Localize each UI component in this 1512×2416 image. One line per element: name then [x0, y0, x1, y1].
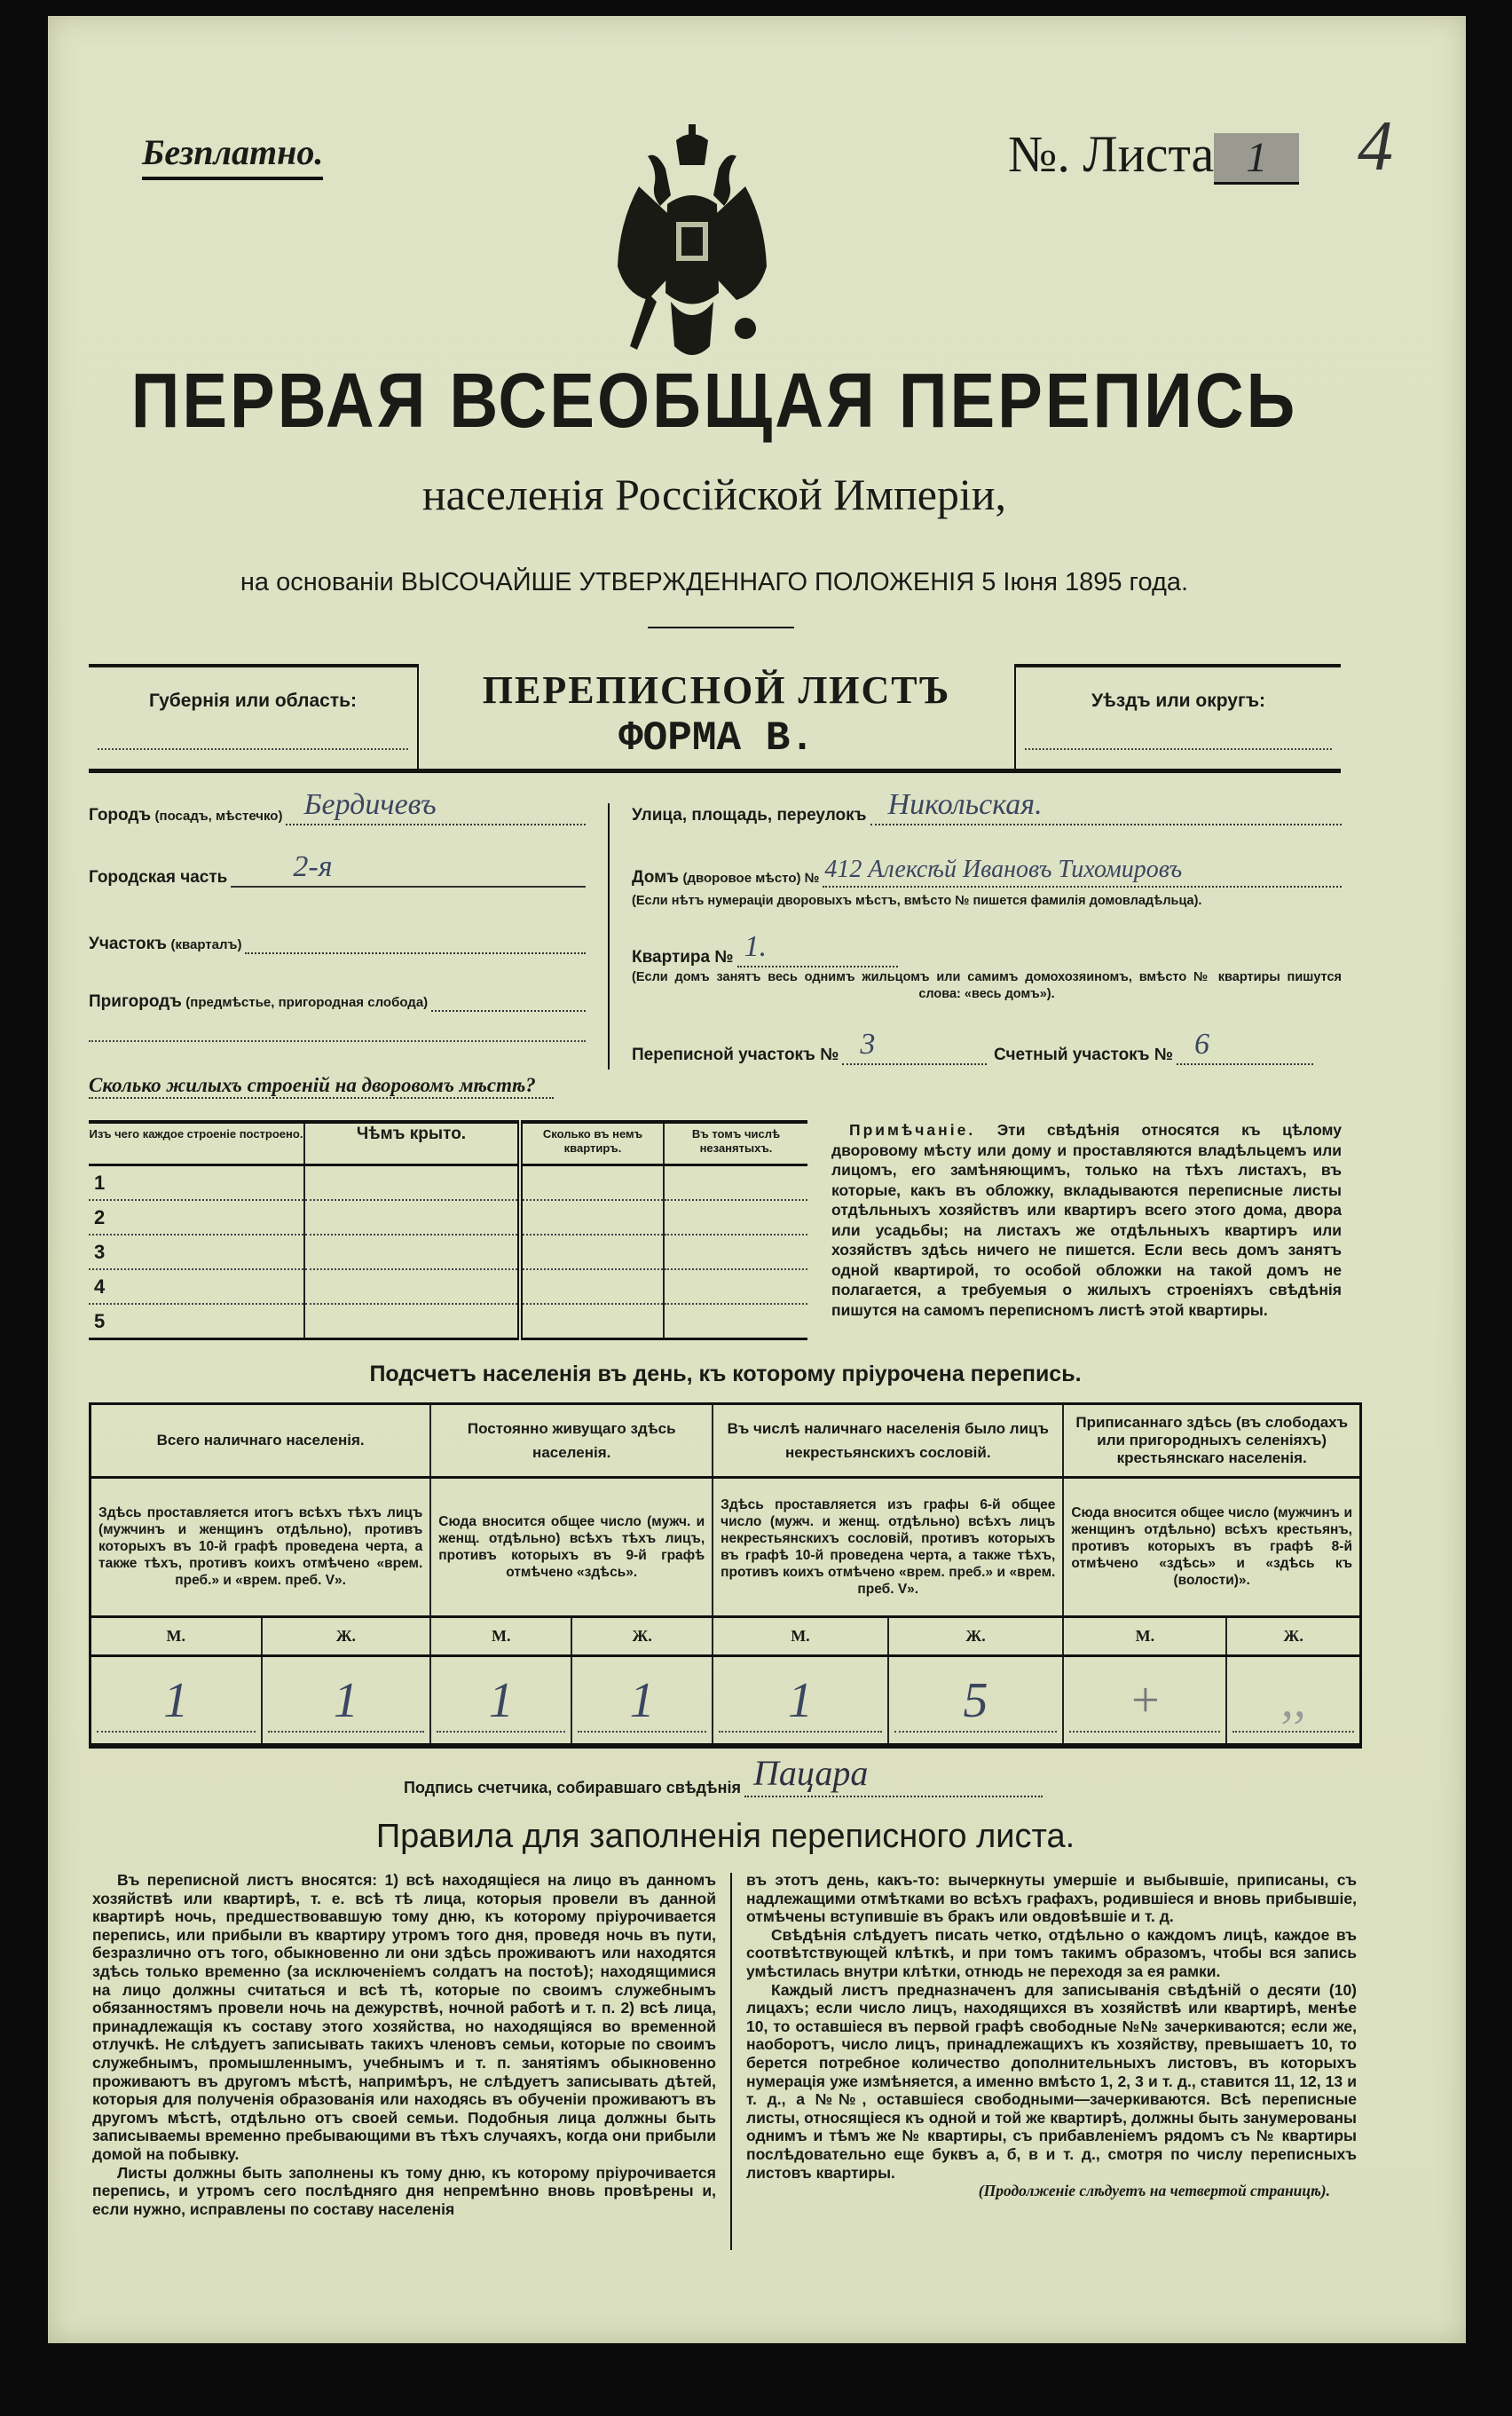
total-female-cell[interactable]	[262, 1656, 431, 1746]
cell[interactable]	[664, 1269, 807, 1304]
apartment-value: 1.	[744, 930, 768, 963]
city-part-value: 2-я	[293, 850, 333, 883]
census-district-field[interactable]	[632, 1030, 987, 1065]
precinct-label: Участокъ	[89, 935, 168, 953]
rules-continuation: (Продолженіе слѣдуетъ на четвертой страницѣ).	[978, 2182, 1330, 2200]
cell[interactable]	[664, 1165, 807, 1199]
signature-value: Пацара	[752, 1753, 869, 1793]
peasant-male-cell[interactable]	[1063, 1656, 1226, 1746]
permanent-male-cell[interactable]	[430, 1656, 571, 1746]
province-label: Губернія или область:	[148, 691, 358, 711]
cell[interactable]	[304, 1200, 520, 1235]
table-row	[89, 1304, 807, 1338]
permanent-female-cell[interactable]	[571, 1656, 713, 1746]
street-value: Никольская.	[887, 788, 1043, 821]
table-row	[89, 1200, 807, 1235]
nonpeasant-male-value: 1	[719, 1669, 882, 1733]
row-number: 3	[89, 1235, 304, 1269]
precinct-field[interactable]	[89, 919, 586, 954]
total-male-cell[interactable]	[91, 1656, 262, 1746]
female-label: Ж.	[1226, 1616, 1360, 1656]
population-table	[89, 1402, 1362, 1749]
row-number: 5	[89, 1304, 304, 1338]
rules-title: Правила для заполненія переписного листа.	[375, 1818, 1075, 1855]
province-field[interactable]	[98, 748, 408, 750]
cell[interactable]	[520, 1200, 664, 1235]
district-label: Уѣздъ или округъ:	[1091, 691, 1266, 711]
col-peasant-header: Приписаннаго здѣсь (въ слободахъ или пригородныхъ селеніяхъ) крестьянскаго населенія.	[1063, 1404, 1360, 1478]
col-total-header: Всего наличнаго населенія.	[91, 1404, 431, 1478]
permanent-female-value: 1	[578, 1669, 706, 1733]
male-label: М.	[430, 1616, 571, 1656]
house-field[interactable]	[632, 852, 1342, 888]
row-number: 1	[89, 1165, 304, 1199]
note-title: Примѣчаніе.	[849, 1121, 976, 1139]
male-label: М.	[713, 1616, 888, 1656]
column-divider	[730, 1873, 732, 2250]
signature-label: Подпись счетчика, собиравшаго свѣдѣнія	[404, 1779, 741, 1796]
sheet-number	[1008, 124, 1299, 185]
sheet-title: ПЕРЕПИСНОЙ ЛИСТЪ	[482, 668, 951, 712]
nonpeasant-male-cell[interactable]	[713, 1656, 888, 1746]
buildings-question: Сколько жилыхъ строеній на дворовомъ мѣстѣ?	[89, 1074, 554, 1099]
nonpeasant-female-value: 5	[894, 1669, 1058, 1733]
city-field[interactable]	[89, 790, 586, 825]
cell[interactable]	[664, 1235, 807, 1269]
city-label: Городъ	[89, 806, 152, 825]
table-row	[89, 1235, 807, 1269]
male-label: М.	[91, 1616, 262, 1656]
cell[interactable]	[664, 1304, 807, 1338]
table-row	[89, 1269, 807, 1304]
census-subtitle: населенія Россійской Имперіи,	[421, 470, 1007, 519]
col-roof: Чѣмъ крыто.	[304, 1122, 520, 1165]
cell[interactable]	[304, 1304, 520, 1338]
street-label: Улица, площадь, переулокъ	[632, 806, 867, 825]
male-label: М.	[1063, 1616, 1226, 1656]
col-apartments: Сколько въ немъ квартиръ.	[520, 1122, 664, 1165]
suburb-field[interactable]	[89, 976, 586, 1012]
house-note: (Если нѣтъ нумераціи дворовыхъ мѣстъ, вмѣсто № пишется фамилія домовладѣльца).	[632, 894, 1202, 908]
rules-right-column	[746, 1871, 1357, 2200]
rules-paragraph: Листы должны быть заполнены къ тому дню, къ которому пріурочивается перепись, и утромъ сего послѣдняго дня непремѣнно вновь провѣрены и, если нужно, исправлены по составу населенія	[92, 2163, 716, 2218]
peasant-female-value: ,,	[1232, 1669, 1354, 1733]
table-row	[89, 1165, 807, 1199]
permanent-male-value: 1	[437, 1669, 565, 1733]
apartment-field[interactable]	[632, 932, 898, 967]
precinct-hint: (кварталъ)	[170, 937, 242, 952]
col-total-desc: Здѣсь проставляется итогъ всѣхъ тѣхъ лицъ (мужчинъ и женщинъ отдѣльно), противъ которыхъ въ 10-й графѣ проведена черта, а также тѣхъ, противъ коихъ отмѣчено «врем. преб.» и «врем. преб. V».	[91, 1477, 431, 1616]
row-number: 2	[89, 1200, 304, 1235]
extra-field[interactable]	[89, 1040, 586, 1042]
total-female-value: 1	[268, 1669, 425, 1733]
cell[interactable]	[520, 1269, 664, 1304]
city-value: Бердичевъ	[303, 788, 437, 821]
rules-left-column	[92, 1871, 716, 2218]
note-text: Эти свѣдѣнія относятся къ цѣлому дворовому мѣсту или дому и проставляются владѣльцемъ или лицомъ, его замѣняющимъ, только на тѣхъ листахъ, въ которые, какъ въ обложку, вкладываются переписные листы отдѣльныхъ хозяйствъ или квартиръ всего этого дома, двора или усадьбы; на листахъ же отдѣльныхъ квартиръ или хозяйствъ здѣсь ничего не пишется. Если весь домъ занятъ одной квартирой, то особой обложки на такой домъ не полагается, а требуемыя о жилыхъ строеніяхъ свѣдѣнія пишутся на самомъ переписномъ листѣ этой квартиры.	[831, 1121, 1342, 1319]
cell[interactable]	[520, 1165, 664, 1199]
rules-paragraph: Въ переписной листъ вносятся: 1) всѣ находящіеся на лицо въ данномъ хозяйствѣ или квартирѣ, т. е. всѣ тѣ лица, которыя провели въ данной квартирѣ ночь, предшествовавшую тому дню, къ которому пріурочивается перепись, или прибыли въ квартиру утромъ того дня, проведя ночь въ пути, безразлично отъ того, обыкновенно ли они здѣсь проживаютъ или находятся здѣсь только временно (за исключеніемъ солдатъ на постоѣ); находящимися на лицо должны считаться и всѣ тѣ, которые по своимъ служебнымъ обязанностямъ провели ночь на дежурствѣ, ночной работѣ и т. п. 2) всѣ лица, принадлежащія къ составу этого хозяйства, но находящіяся во временной отлучкѣ. Не слѣдуетъ записывать такихъ членовъ семьи, которые по своимъ служебнымъ, промышленнымъ, учебнымъ и т. п. занятіямъ обыкновенно проживаютъ въ другомъ мѣстѣ, напримѣръ, не слѣдуетъ записывать дѣтей, которыя для полученія образованія или находясь въ обученіи проживаютъ въ другомъ мѣстѣ, отдѣльно отъ своей семьи. Подобныя лица должны быть записываемы временно пребывающими въ тѣхъ случаяхъ, когда они прибыли домой на побывку.	[92, 1871, 716, 2163]
cell[interactable]	[520, 1235, 664, 1269]
rules-paragraph: въ этотъ день, какъ-то: вычеркнуты умершіе и выбывшіе, приписаны, съ надлежащими отмѣтками во всѣхъ графахъ, родившіеся и вновь прибывшіе, отмѣчены вступившіе въ бракъ или овдовѣвшіе и т. д.	[746, 1871, 1357, 1926]
col-peasant-desc: Сюда вносится общее число (мужчинъ и женщинъ отдѣльно) всѣхъ крестьянъ, противъ которыхъ въ графѣ 8-й отмѣчено «здѣсь» и «здѣсь къ (волости)».	[1063, 1477, 1360, 1616]
free-label: Безплатно.	[142, 131, 323, 180]
count-district-value: 6	[1194, 1028, 1209, 1061]
nonpeasant-female-cell[interactable]	[888, 1656, 1064, 1746]
rules-paragraph: Свѣдѣнія слѣдуетъ писать четко, отдѣльно о каждомъ лицѣ, каждое въ соотвѣтствующей клѣткѣ, и при томъ такимъ образомъ, чтобы вся запись умѣстилась внутри клѣтки, отнюдь не переходя за ея рамки.	[746, 1925, 1357, 1980]
city-hint: (посадъ, мѣстечко)	[154, 809, 283, 824]
cell[interactable]	[304, 1165, 520, 1199]
col-permanent-header: Постоянно живущаго здѣсь населенія.	[430, 1404, 713, 1478]
rule	[1014, 666, 1016, 770]
house-label: Домъ	[632, 868, 680, 887]
rule	[608, 803, 610, 1070]
suburb-label: Пригородъ	[89, 992, 182, 1011]
row-number: 4	[89, 1269, 304, 1304]
signature-field[interactable]	[404, 1753, 1043, 1797]
peasant-male-value: +	[1069, 1669, 1220, 1733]
cell[interactable]	[304, 1269, 520, 1304]
population-title: Подсчетъ населенія въ день, къ которому пріурочена перепись.	[369, 1362, 1082, 1386]
double-headed-eagle-emblem-icon	[612, 124, 772, 364]
cell[interactable]	[664, 1200, 807, 1235]
col-permanent-desc: Сюда вносится общее число (мужч. и женщ. отдѣльно) всѣхъ тѣхъ лицъ, противъ которыхъ въ 9-й графѣ отмѣчено «здѣсь».	[430, 1477, 713, 1616]
female-label: Ж.	[571, 1616, 713, 1656]
col-vacant: Въ томъ числѣ незанятыхъ.	[664, 1122, 807, 1165]
census-title: ПЕРВАЯ ВСЕОБЩАЯ ПЕРЕПИСЬ	[130, 357, 1298, 445]
buildings-table	[89, 1120, 807, 1340]
census-basis: на основаніи ВЫСОЧАЙШЕ УТВЕРЖДЕННАГО ПОЛОЖЕНІЯ 5 Іюня 1895 года.	[240, 568, 1189, 596]
rule	[89, 664, 419, 667]
count-district-field[interactable]	[994, 1030, 1313, 1065]
col-nonpeasant-desc: Здѣсь проставляется изъ графы 6-й общее число (мужч. и женщ. отдѣльно) всѣхъ лицъ некрестьянскихъ сословій, противъ которыхъ въ графѣ 10-й проведена черта, а также тѣхъ, противъ коихъ отмѣчено «врем. преб.» и «врем. преб. V».	[713, 1477, 1063, 1616]
suburb-hint: (предмѣстье, пригородная слобода)	[185, 995, 429, 1010]
total-male-value: 1	[97, 1669, 256, 1733]
rule	[1014, 664, 1341, 667]
rules-paragraph: Каждый листъ предназначенъ для записыванія свѣдѣній о десяти (10) лицахъ; если число лицъ, находящихся въ хозяйствѣ или квартирѣ, менѣе 10, то оставшіеся въ первой графѣ свободные №№ зачеркиваются; если же, наоборотъ, число лицъ, принадлежащихъ къ хозяйству, превышаетъ 10, то берется потребное количество дополнительныхъ листовъ, въ которыхъ нумерація уже измѣняется, а именно вмѣсто 1, 2, 3 и т. д., ставится 11, 12, 13 и т. д., а №№, оставшіеся свободными—зачеркиваются. Всѣ переписные листы, относящіеся къ одной и той же квартирѣ, должны быть занумерованы однимъ и тѣмъ же № квартиры, съ прибавленіемъ рядомъ съ № квартиры послѣдовательно еще буквъ а, б, в и т. д., смотря по числу переписныхъ листовъ квартиры.	[746, 1980, 1357, 2182]
buildings-note	[831, 1120, 1342, 1320]
sheet-number-value: 1	[1214, 133, 1299, 185]
female-label: Ж.	[888, 1616, 1064, 1656]
divider	[648, 627, 794, 628]
city-part-label: Городская часть	[89, 868, 228, 887]
district-field[interactable]	[1025, 748, 1332, 750]
corner-mark: 4	[1358, 107, 1393, 186]
rule	[89, 769, 1341, 773]
sheet-number-label: №. Листа	[1008, 125, 1215, 183]
form-name: ФОРМА В.	[618, 715, 815, 762]
house-value: 412 Алексѣй Ивановъ Тихомировъ	[824, 856, 1183, 883]
house-hint: (дворовое мѣсто) №	[682, 871, 820, 886]
apartment-label: Квартира №	[632, 948, 734, 967]
col-nonpeasant-header: Въ числѣ наличнаго населенія было лицъ некрестьянскихъ сословій.	[713, 1404, 1063, 1478]
count-district-label: Счетный участокъ №	[994, 1046, 1173, 1064]
census-district-value: 3	[860, 1028, 876, 1061]
census-district-label: Переписной участокъ №	[632, 1046, 839, 1064]
city-part-field[interactable]	[89, 852, 586, 888]
peasant-female-cell[interactable]	[1226, 1656, 1360, 1746]
street-field[interactable]	[632, 790, 1342, 825]
cell[interactable]	[520, 1304, 664, 1338]
apartment-note: (Если домъ занятъ весь однимъ жильцомъ или самимъ домохозяиномъ, вмѣсто № квартиры пишутся слова: «весь домъ»).	[632, 970, 1342, 1001]
cell[interactable]	[304, 1235, 520, 1269]
female-label: Ж.	[262, 1616, 431, 1656]
col-material: Изъ чего каждое строеніе построено.	[89, 1122, 304, 1165]
